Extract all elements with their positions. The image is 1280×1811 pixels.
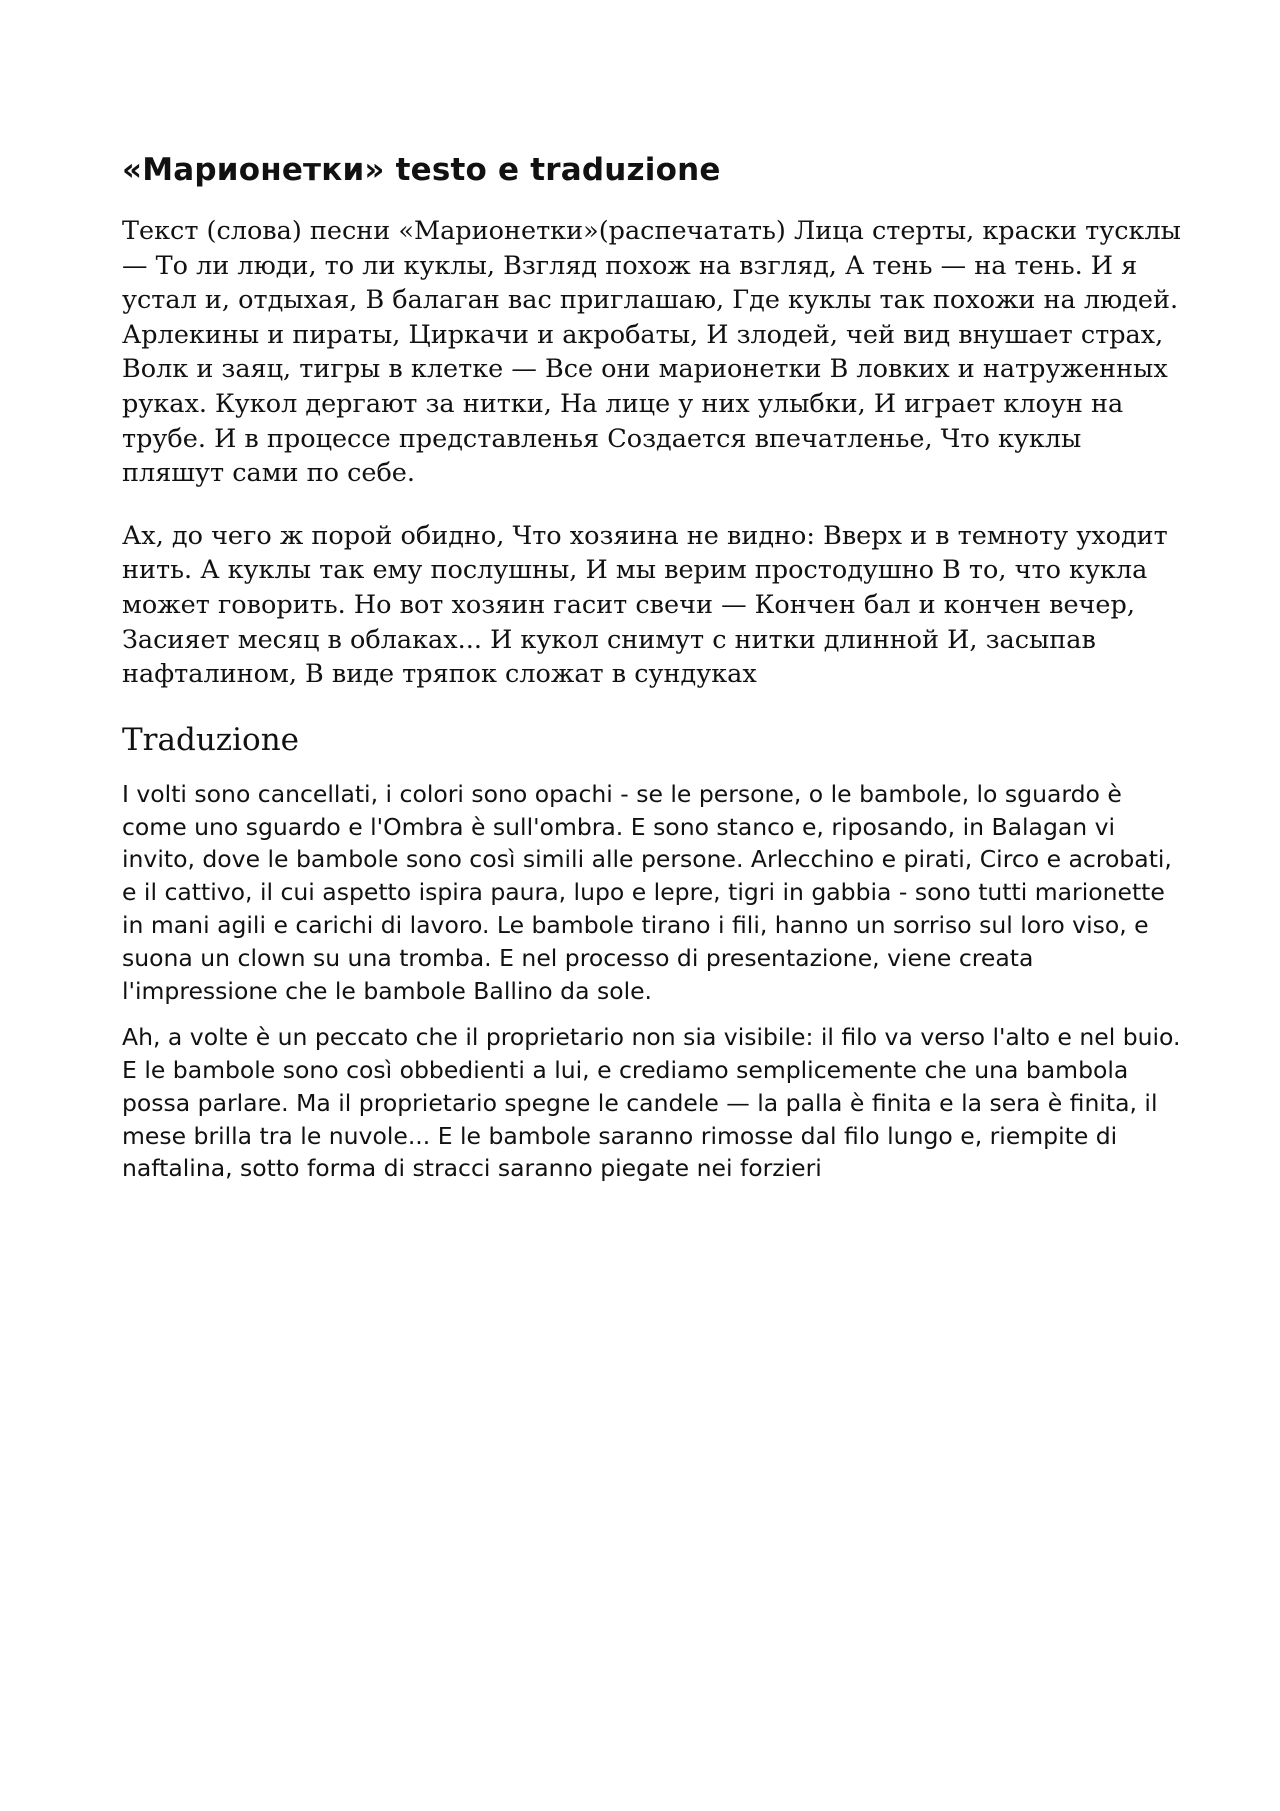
document-page — [122, 150, 1182, 1199]
original-lyrics-paragraph-1: Текст (слова) песни «Марионетки»(распечатать) Лица стерты, краски тусклы — То ли люди, то ли куклы, Взгляд похож на взгляд, А тень — на тень. И я устал и, отдыхая, В балаган вас приглашаю, Где куклы так похожи на людей. Арлекины и пираты, Циркачи и акробаты, И злодей, чей вид внушает страх, Волк и заяц, тигры в клетке — Все они марионетки В ловких и натруженных руках. Кукол дергают за нитки, На лице у них улыбки, И играет клоун на трубе. И в процессе представленья Создается впечатленье, Что куклы пляшут сами по себе. — [122, 216, 1181, 489]
document-title: «Марионетки» testo e traduzione — [122, 152, 721, 188]
translation-paragraph-1: I volti sono cancellati, i colori sono opachi - se le persone, o le bambole, lo sguardo è come uno sguardo e l'Ombra è sull'ombra. E sono stanco e, riposando, in Balagan vi invito, dove le bambole sono così simili alle persone. Arlecchino e pirati, Circo e acrobati, e il cattivo, il cui aspetto ispira paura, lupo e lepre, tigri in gabbia - sono tutti marionette in mani agili e carichi di lavoro. Le bambole tirano i fili, hanno un sorriso sul loro viso, e suona un clown su una tromba. E nel processo di presentazione, viene creata l'impressione che le bambole Ballino da sole. — [122, 779, 1172, 1005]
translation-heading: Traduzione — [122, 721, 300, 758]
original-lyrics-paragraph-2: Ах, до чего ж порой обидно, Что хозяина не видно: Вверх и в темноту уходит нить. А куклы так ему послушны, И мы верим простодушно В то, что кукла может говорить. Но вот хозяин гасит свечи — Кончен бал и кончен вечер, Засияет месяц в облаках... И кукол снимут с нитки длинной И, засыпав нафталином, В виде тряпок сложат в сундуках — [122, 520, 1168, 690]
translation-paragraph-2: Ah, a volte è un peccato che il proprietario non sia visibile: il filo va verso l'alto e nel buio. E le bambole sono così obbedienti a lui, e crediamo semplicemente che una bambola possa parlare. Ma il proprietario spegne le candele — la palla è finita e la sera è finita, il mese brilla tra le nuvole... E le bambole saranno rimosse dal filo lungo e, riempite di naftalina, sotto forma di stracci saranno piegate nei forzieri — [122, 1023, 1181, 1183]
